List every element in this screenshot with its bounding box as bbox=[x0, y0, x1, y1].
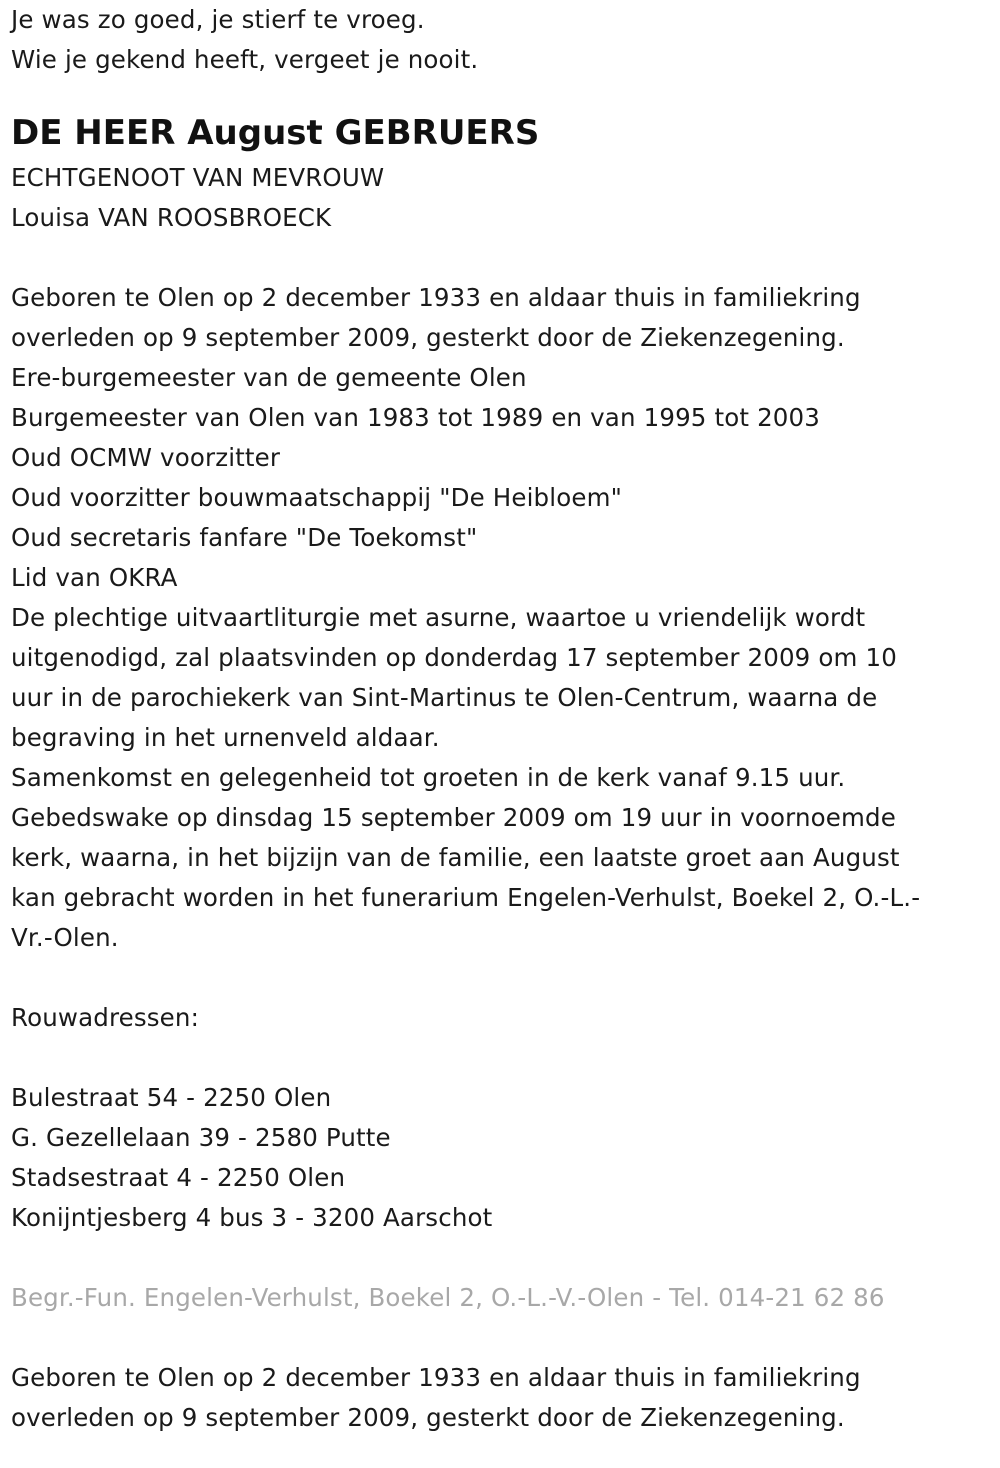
body-line: kan gebracht worden in het funerarium Engelen-Verhulst, Boekel 2, O.-L.- bbox=[11, 883, 921, 912]
body-line: uur in de parochiekerk van Sint-Martinus te Olen-Centrum, waarna de bbox=[11, 683, 878, 712]
motto bbox=[11, 0, 996, 80]
address-item: Konijntjesberg 4 bus 3 - 3200 Aarschot bbox=[11, 1203, 493, 1232]
repeat-block bbox=[11, 1358, 996, 1438]
body-line: Oud voorzitter bouwmaatschappij "De Heibloem" bbox=[11, 483, 623, 512]
obituary-body bbox=[11, 278, 996, 958]
body-line: Geboren te Olen op 2 december 1933 en aldaar thuis in familiekring bbox=[11, 283, 861, 312]
spouse-line: ECHTGENOOT VAN MEVROUW bbox=[11, 163, 385, 192]
deceased-name-heading: DE HEER August GEBRUERS bbox=[11, 113, 540, 153]
body-line: kerk, waarna, in het bijzijn van de familie, een laatste groet aan August bbox=[11, 843, 900, 872]
spouse-block bbox=[11, 158, 996, 238]
address-list bbox=[11, 1078, 996, 1238]
motto-line: Wie je gekend heeft, vergeet je nooit. bbox=[11, 45, 479, 74]
repeat-line: overleden op 9 september 2009, gesterkt door de Ziekenzegening. bbox=[11, 1403, 845, 1432]
body-line: Lid van OKRA bbox=[11, 563, 178, 592]
funeral-home-credit: Begr.-Fun. Engelen-Verhulst, Boekel 2, O.-L.-V.-Olen - Tel. 014-21 62 86 bbox=[11, 1283, 885, 1312]
motto-line: Je was zo goed, je stierf te vroeg. bbox=[11, 5, 425, 34]
body-line: Vr.-Olen. bbox=[11, 923, 119, 952]
addresses-heading: Rouwadressen: bbox=[11, 1003, 199, 1032]
body-line: begraving in het urnenveld aldaar. bbox=[11, 723, 440, 752]
body-line: Ere-burgemeester van de gemeente Olen bbox=[11, 363, 527, 392]
address-item: Stadsestraat 4 - 2250 Olen bbox=[11, 1163, 346, 1192]
spouse-line: Louisa VAN ROOSBROECK bbox=[11, 203, 332, 232]
body-line: Oud secretaris fanfare "De Toekomst" bbox=[11, 523, 478, 552]
address-item: G. Gezellelaan 39 - 2580 Putte bbox=[11, 1123, 391, 1152]
body-line: uitgenodigd, zal plaatsvinden op donderdag 17 september 2009 om 10 bbox=[11, 643, 897, 672]
body-line: De plechtige uitvaartliturgie met asurne, waartoe u vriendelijk wordt bbox=[11, 603, 866, 632]
body-line: Gebedswake op dinsdag 15 september 2009 om 19 uur in voornoemde bbox=[11, 803, 896, 832]
body-line: Burgemeester van Olen van 1983 tot 1989 en van 1995 tot 2003 bbox=[11, 403, 821, 432]
body-line: overleden op 9 september 2009, gesterkt door de Ziekenzegening. bbox=[11, 323, 845, 352]
address-item: Bulestraat 54 - 2250 Olen bbox=[11, 1083, 332, 1112]
body-line: Oud OCMW voorzitter bbox=[11, 443, 281, 472]
body-line: Samenkomst en gelegenheid tot groeten in de kerk vanaf 9.15 uur. bbox=[11, 763, 846, 792]
repeat-line: Geboren te Olen op 2 december 1933 en aldaar thuis in familiekring bbox=[11, 1363, 861, 1392]
obituary-document bbox=[11, 0, 996, 1438]
